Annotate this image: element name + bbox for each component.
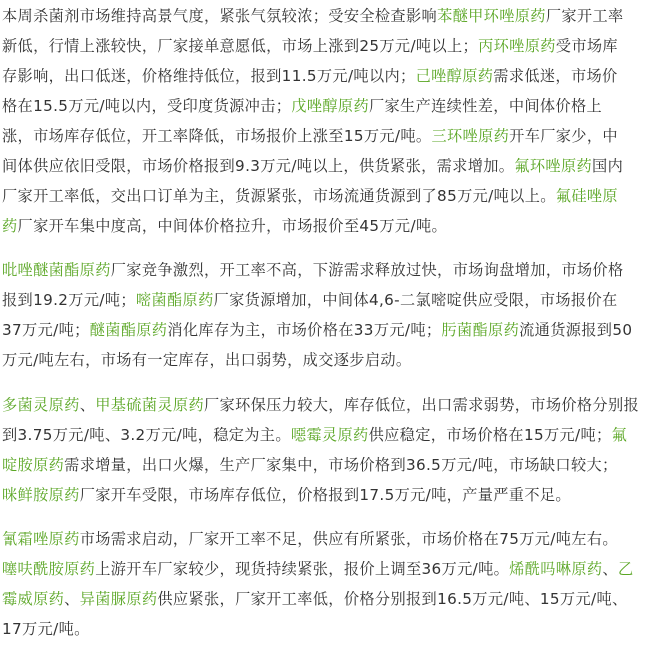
- body-text: 厂家生产连续性差，中间体价格上: [368, 97, 603, 115]
- text-line: [2, 61, 670, 91]
- text-line: [2, 285, 670, 315]
- text-line: [2, 524, 670, 554]
- body-text: 上游开车厂家较少，现货持续紧张，报价上调至36万元/吨。: [95, 560, 510, 578]
- body-text: 、: [79, 396, 96, 414]
- body-text: 17万元/吨。: [2, 620, 90, 638]
- body-text: 涨，市场库存低位，开工率降低，市场报价上涨至15万元/吨。: [2, 127, 432, 145]
- product-name-highlight: 乙: [617, 560, 634, 578]
- product-name-highlight: 多菌灵原药: [2, 396, 80, 414]
- product-name-highlight: 嘧菌酯原药: [135, 291, 214, 309]
- body-text: 存影响，出口低迷，价格维持低位，报到11.5万元/吨以内；: [2, 67, 416, 85]
- text-line: [2, 614, 670, 644]
- text-line: [2, 480, 670, 510]
- product-name-highlight: 药: [2, 217, 18, 235]
- product-name-highlight: 氟: [611, 426, 628, 444]
- body-text: 新低，行情上涨较快，厂家接单意愿低，市场上涨到25万元/吨以上；: [2, 37, 479, 55]
- product-name-highlight: 醚菌酯原药: [89, 321, 168, 339]
- text-line: [2, 584, 670, 614]
- product-name-highlight: 苯醚甲环唑原药: [437, 7, 546, 25]
- body-text: 厂家开工率低，交出口订单为主，货源紧张，市场流通货源到了85万元/吨以上。: [2, 187, 556, 205]
- body-text: 消化库存为主，市场价格在33万元/吨；: [167, 321, 442, 339]
- body-text: 格在15.5万元/吨以内，受印度货源冲击；: [2, 97, 292, 115]
- body-text: 流通货源报到50: [519, 321, 633, 339]
- product-name-highlight: 啶胺原药: [2, 456, 65, 474]
- body-text: 受市场库: [555, 37, 618, 55]
- body-text: 厂家开车集中度高，中间体价格拉升，市场报价至45万元/吨。: [17, 217, 448, 235]
- body-text: 厂家开工率: [545, 7, 624, 25]
- text-line: [2, 420, 670, 450]
- body-text: 厂家竞争激烈，开工率不高，下游需求释放过快，市场询盘增加，市场价格: [110, 261, 624, 279]
- product-name-highlight: 氟环唑原药: [514, 157, 593, 175]
- product-name-highlight: 肟菌酯原药: [441, 321, 520, 339]
- body-text: 万元/吨左右，市场有一定库存，出口弱势，成交逐步启动。: [2, 351, 412, 369]
- product-name-highlight: 丙环唑原药: [478, 37, 556, 55]
- text-line: [2, 255, 670, 285]
- paragraph-other-fungicides: [2, 524, 670, 644]
- product-name-highlight: 三环唑原药: [431, 127, 510, 145]
- body-text: 厂家开车受限，市场库存低位，价格报到17.5万元/吨，产量严重不足。: [79, 486, 571, 504]
- body-text: 到3.75万元/吨、3.2万元/吨，稳定为主。: [2, 426, 291, 444]
- text-line: [2, 211, 670, 241]
- product-name-highlight: 氰霜唑原药: [2, 530, 80, 548]
- product-name-highlight: 己唑醇原药: [415, 67, 494, 85]
- body-text: 报到19.2万元/吨；: [2, 291, 136, 309]
- body-text: 厂家环保压力较大，库存低位，出口需求弱势，市场价格分别报: [204, 396, 640, 414]
- text-line: [2, 345, 670, 375]
- body-text: 国内: [592, 157, 624, 175]
- paragraph-demethylation-fungicides: [2, 1, 670, 241]
- body-text: 市场需求启动，厂家开工率不足，供应有所紧张，市场价格在75万元/吨左右。: [79, 530, 618, 548]
- body-text: 需求增量，出口火爆，生产厂家集中，市场价格到36.5万元/吨，市场缺口较大；: [64, 456, 618, 474]
- text-line: [2, 151, 670, 181]
- product-name-highlight: 戊唑醇原药: [291, 97, 369, 115]
- product-name-highlight: 噻呋酰胺原药: [2, 560, 96, 578]
- paragraph-strobilurin-fungicides: [2, 255, 670, 375]
- body-text: 、: [602, 560, 618, 578]
- product-name-highlight: 烯酰吗啉原药: [509, 560, 603, 578]
- product-name-highlight: 异菌脲原药: [79, 590, 158, 608]
- text-line: [2, 450, 670, 480]
- text-line: [2, 554, 670, 584]
- text-line: [2, 121, 670, 151]
- text-line: [2, 31, 670, 61]
- body-text: 供应稳定，市场价格在15万元/吨；: [368, 426, 612, 444]
- paragraph-benzimidazole-fungicides: [2, 390, 670, 510]
- body-text: 37万元/吨；: [2, 321, 90, 339]
- product-name-highlight: 咪鲜胺原药: [2, 486, 80, 504]
- text-line: [2, 315, 670, 345]
- text-line: [2, 91, 670, 121]
- body-text: 间体供应依旧受限，市场价格报到9.3万元/吨以上，供货紧张，需求增加。: [2, 157, 515, 175]
- body-text: 、: [64, 590, 80, 608]
- product-name-highlight: 霉威原药: [2, 590, 65, 608]
- text-line: [2, 1, 670, 31]
- text-line: [2, 181, 670, 211]
- product-name-highlight: 氟硅唑原: [555, 187, 618, 205]
- product-name-highlight: 噁霉灵原药: [290, 426, 369, 444]
- product-name-highlight: 甲基硫菌灵原药: [95, 396, 204, 414]
- body-text: 本周杀菌剂市场维持高景气度，紧张气氛较浓；受安全检查影响: [2, 7, 438, 25]
- body-text: 需求低迷，市场价: [493, 67, 618, 85]
- text-line: [2, 390, 670, 420]
- product-name-highlight: 吡唑醚菌酯原药: [2, 261, 111, 279]
- body-text: 开车厂家少，中: [509, 127, 618, 145]
- body-text: 厂家货源增加，中间体4,6-二氯嘧啶供应受限，市场报价在: [213, 291, 618, 309]
- body-text: 供应紧张，厂家开工率低，价格分别报到16.5万元/吨、15万元/吨、: [157, 590, 628, 608]
